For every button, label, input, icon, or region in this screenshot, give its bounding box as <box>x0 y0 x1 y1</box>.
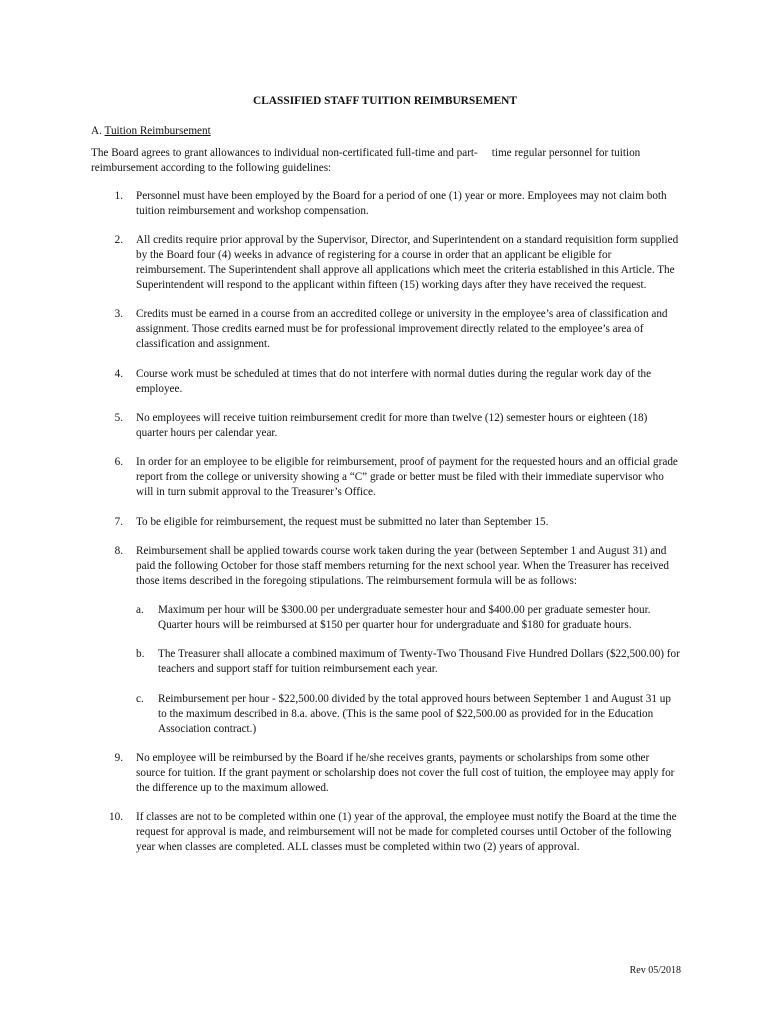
list-item <box>91 810 681 855</box>
item-text: No employee will be reimbursed by the Board if he/she receives grants, payments or scholarships from some other source for tuition. If the grant payment or scholarship does not cover the full cost of tuition, the employee may apply for the difference up to the maximum allowed. <box>136 751 675 794</box>
item-text: Personnel must have been employed by the Board for a period of one (1) year or more. Employees may not claim both tuition reimbursement and workshop compensation. <box>136 190 667 217</box>
item-number: 1. <box>114 190 123 202</box>
intro-paragraph <box>91 146 681 176</box>
sub-item-text: Maximum per hour will be $300.00 per undergraduate semester hour and $400.00 per graduate semester hour. Quarter hours will be reimbursed at $150 per quarter hour for undergraduate and $180 for graduate hours. <box>158 604 651 632</box>
item-text: Course work must be scheduled at times that do not interfere with normal duties during the regular work day of the employee. <box>136 367 652 395</box>
sub-item-text: Reimbursement per hour - $22,500.00 divided by the total approved hours between September 1 and August 31 up to the maximum described in 8.a. above. (This is the same pool of $22,500.00 as provided for in the Education Association contract.) <box>158 692 671 735</box>
section-title: Tuition Reimbursement <box>104 125 211 137</box>
sub-item-letter: a. <box>136 604 144 617</box>
revision-date: Rev 05/2018 <box>629 965 681 976</box>
section-heading <box>91 124 211 139</box>
item-text: Credits must be earned in a course from an accredited college or university in the employee’s area of classification and assignment. Those credits earned must be for professional improvement directly related to the employee’s area of classification and assignment. <box>136 308 668 351</box>
item-text: All credits require prior approval by the Supervisor, Director, and Superintendent on a standard requisition form supplied by the Board four (4) weeks in advance of registering for a course in order that an applicant be eligible for reimbursement. The Superintendent shall approve all applications which meet the criteria established in this Article. The Superintendent will respond to the applicant within fifteen (15) working days after they have received the request. <box>136 234 679 292</box>
list-item <box>91 307 681 352</box>
item-number: 10. <box>109 811 123 824</box>
list-item <box>91 189 681 219</box>
item-number: 6. <box>114 456 123 469</box>
reimbursement-formula-list <box>136 603 681 736</box>
item-number: 3. <box>114 308 123 321</box>
item-number: 4. <box>114 367 123 380</box>
sub-list-item <box>136 647 681 677</box>
list-item <box>91 367 681 397</box>
item-number: 2. <box>114 234 123 247</box>
list-item <box>91 544 681 737</box>
item-text: No employees will receive tuition reimbursement credit for more than twelve (12) semester hours or eighteen (18) quarter hours per calendar year. <box>136 411 648 439</box>
item-number: 8. <box>114 544 123 557</box>
sub-item-letter: c. <box>136 692 144 705</box>
document-title: CLASSIFIED STAFF TUITION REIMBURSEMENT <box>252 95 518 107</box>
list-item <box>91 751 681 796</box>
sub-list-item <box>136 692 681 737</box>
list-item <box>91 455 681 500</box>
item-number: 5. <box>114 411 123 424</box>
list-item <box>91 411 681 441</box>
intro-text-part1: The Board agrees to grant allowances to individual non-certificated full-time and part- <box>91 147 478 159</box>
list-item <box>91 515 681 530</box>
sub-item-text: The Treasurer shall allocate a combined maximum of Twenty-Two Thousand Five Hundred Dollars ($22,500.00) for teachers and support staff for tuition reimbursement each year. <box>158 648 680 676</box>
item-text: Reimbursement shall be applied towards course work taken during the year (between September 1 and August 31) and paid the following October for those staff members returning for the next school year. When the Treasurer has received those items described in the foregoing stipulations. The reimbursement formula will be as follows: <box>136 544 670 587</box>
intro-text-part2: time regular personnel for tuition reimbursement according to the following guidelines: <box>91 147 641 174</box>
section-prefix: A. <box>91 125 102 137</box>
guidelines-list <box>91 189 691 869</box>
item-number: 7. <box>114 515 123 528</box>
item-text: If classes are not to be completed within one (1) year of the approval, the employee must notify the Board at the time the request for approval is made, and reimbursement will not be made for completed courses until October of the following year when classes are completed. ALL classes must be completed within two (2) years of approval. <box>136 811 677 853</box>
list-item <box>91 233 681 293</box>
item-text: To be eligible for reimbursement, the request must be submitted no later than September 15. <box>136 515 549 528</box>
sub-item-letter: b. <box>136 648 145 661</box>
item-number: 9. <box>114 751 123 764</box>
item-text: In order for an employee to be eligible for reimbursement, proof of payment for the requested hours and an official grade report from the college or university showing a “C” grade or better must be filed with their immediate supervisor who will in turn submit approval to the Treasurer’s Office. <box>136 456 678 499</box>
sub-list-item <box>136 603 681 633</box>
